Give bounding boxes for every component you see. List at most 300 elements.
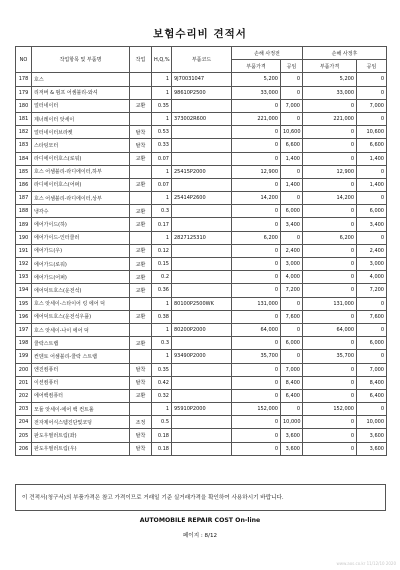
cell-after-part-price: 12,900	[303, 165, 357, 178]
cell-no: 180	[16, 99, 32, 112]
table-row	[16, 126, 387, 139]
table-row	[16, 310, 387, 323]
cell-before-labor: 0	[281, 403, 303, 416]
cell-ratio: 0.35	[152, 363, 172, 376]
cell-after-part-price: 0	[303, 416, 357, 429]
cell-after-part-price: 221,000	[303, 112, 357, 125]
cell-after-labor: 0	[357, 165, 387, 178]
cell-item: 모듈 앗세이-에어 백 컨트롤	[32, 403, 130, 416]
cell-ratio: 1	[152, 403, 172, 416]
cell-after-part-price: 0	[303, 258, 357, 271]
cell-after-part-price: 131,000	[303, 297, 357, 310]
cell-no: 198	[16, 337, 32, 350]
cell-before-part-price: 0	[232, 376, 281, 389]
cell-ratio: 0.53	[152, 126, 172, 139]
cell-no: 203	[16, 403, 32, 416]
cell-after-labor: 6,000	[357, 337, 387, 350]
cell-after-part-price: 35,700	[303, 350, 357, 363]
cell-after-labor: 7,000	[357, 363, 387, 376]
table-row	[16, 389, 387, 402]
cell-ratio: 1	[152, 73, 172, 86]
table-row	[16, 403, 387, 416]
cell-work	[130, 165, 152, 178]
cell-after-part-price: 33,000	[303, 86, 357, 99]
cell-work	[130, 403, 152, 416]
cell-part-code: 373002R600	[172, 112, 232, 125]
cell-part-code: 9J70031047	[172, 73, 232, 86]
cell-after-part-price: 0	[303, 126, 357, 139]
cell-before-part-price: 33,000	[232, 86, 281, 99]
cell-work	[130, 86, 152, 99]
header-before: 손해 사정전	[232, 47, 303, 60]
cell-before-part-price: 6,200	[232, 231, 281, 244]
cell-after-part-price: 0	[303, 363, 357, 376]
cell-work: 교환	[130, 152, 152, 165]
cell-before-part-price: 131,000	[232, 297, 281, 310]
cell-before-part-price: 64,000	[232, 323, 281, 336]
cell-part-code	[172, 99, 232, 112]
header-before-part-price: 부품가격	[232, 60, 281, 73]
cell-part-code: 25415P2000	[172, 165, 232, 178]
cell-before-labor: 0	[281, 297, 303, 310]
cell-before-labor: 4,000	[281, 271, 303, 284]
cell-before-labor: 3,400	[281, 218, 303, 231]
cell-after-labor: 3,600	[357, 429, 387, 442]
table-row	[16, 429, 387, 442]
cell-no: 204	[16, 416, 32, 429]
cell-ratio: 0.07	[152, 178, 172, 191]
cell-ratio: 1	[152, 112, 172, 125]
cell-after-labor: 0	[357, 297, 387, 310]
cell-no: 191	[16, 244, 32, 257]
cell-part-code	[172, 442, 232, 455]
cell-ratio: 1	[152, 165, 172, 178]
cell-no: 201	[16, 376, 32, 389]
cell-work: 탈착	[130, 376, 152, 389]
cell-part-code	[172, 218, 232, 231]
cell-item: 판도우필러트림(좌)	[32, 429, 130, 442]
cell-after-part-price: 14,200	[303, 192, 357, 205]
cell-after-labor: 8,400	[357, 376, 387, 389]
cell-before-labor: 7,600	[281, 310, 303, 323]
cell-item: 호스 앗세이-스타이어 링 에어 덕	[32, 297, 130, 310]
cell-item: 판도우필러트림(우)	[32, 442, 130, 455]
cell-before-part-price: 0	[232, 429, 281, 442]
cell-after-labor: 6,600	[357, 139, 387, 152]
cell-before-labor: 0	[281, 231, 303, 244]
cell-before-labor: 0	[281, 73, 303, 86]
cell-work	[130, 350, 152, 363]
cell-no: 184	[16, 152, 32, 165]
cell-before-part-price: 0	[232, 258, 281, 271]
cell-after-part-price: 5,200	[303, 73, 357, 86]
cell-after-part-price: 0	[303, 205, 357, 218]
table-header-row	[16, 47, 387, 60]
cell-item: 라디에이터호스(로워)	[32, 152, 130, 165]
cell-part-code	[172, 152, 232, 165]
cell-no: 197	[16, 323, 32, 336]
cell-work: 교환	[130, 178, 152, 191]
cell-ratio: 1	[152, 86, 172, 99]
cell-item: 제너레이터 앗세이	[32, 112, 130, 125]
table-row	[16, 323, 387, 336]
cell-before-labor: 6,600	[281, 139, 303, 152]
cell-work	[130, 112, 152, 125]
cell-after-labor: 7,000	[357, 99, 387, 112]
cell-before-labor: 0	[281, 350, 303, 363]
table-row	[16, 86, 387, 99]
cell-work: 교환	[130, 271, 152, 284]
cell-part-code	[172, 205, 232, 218]
header-ratio: H,Q,%	[152, 47, 172, 73]
cell-after-part-price: 0	[303, 99, 357, 112]
cell-before-part-price: 0	[232, 244, 281, 257]
cell-item: 얼터네이터브라켓	[32, 126, 130, 139]
table-row	[16, 244, 387, 257]
cell-no: 206	[16, 442, 32, 455]
disclaimer-note: 이 견적서(청구서)의 부품가격은 참고 가격이므로 거래일 기준 실거래가격을 확인하여 사용하시기 바랍니다.	[15, 484, 386, 511]
cell-before-part-price: 0	[232, 139, 281, 152]
cell-part-code	[172, 429, 232, 442]
cell-ratio: 1	[152, 231, 172, 244]
cell-ratio: 0.15	[152, 258, 172, 271]
cell-after-part-price: 0	[303, 337, 357, 350]
cell-before-labor: 8,400	[281, 376, 303, 389]
cell-part-code	[172, 271, 232, 284]
cell-before-part-price: 221,000	[232, 112, 281, 125]
cell-ratio: 0.18	[152, 442, 172, 455]
cell-before-labor: 7,200	[281, 284, 303, 297]
cell-part-code	[172, 363, 232, 376]
cell-after-part-price: 0	[303, 152, 357, 165]
cell-before-labor: 6,000	[281, 337, 303, 350]
cell-item: 컨덴토 어셈블리-쿨락 스트랩	[32, 350, 130, 363]
cell-before-part-price: 0	[232, 416, 281, 429]
cell-after-labor: 0	[357, 231, 387, 244]
cell-before-part-price: 0	[232, 218, 281, 231]
cell-after-labor: 7,600	[357, 310, 387, 323]
cell-after-part-price: 0	[303, 389, 357, 402]
page-number: 페이지 : 8/12	[182, 533, 218, 539]
cell-before-labor: 1,400	[281, 178, 303, 191]
table-row	[16, 442, 387, 455]
cell-part-code	[172, 178, 232, 191]
cell-work: 교환	[130, 389, 152, 402]
table-row	[16, 376, 387, 389]
table-row	[16, 284, 387, 297]
cell-part-code: 98610P2500	[172, 86, 232, 99]
cell-no: 196	[16, 310, 32, 323]
cell-no: 200	[16, 363, 32, 376]
cell-ratio: 0.3	[152, 337, 172, 350]
cell-item: 스타팅모터	[32, 139, 130, 152]
cell-work	[130, 297, 152, 310]
cell-no: 199	[16, 350, 32, 363]
cell-before-labor: 7,000	[281, 363, 303, 376]
cell-after-labor: 3,000	[357, 258, 387, 271]
table-row	[16, 152, 387, 165]
table-row	[16, 205, 387, 218]
cell-ratio: 0.07	[152, 152, 172, 165]
cell-work: 교환	[130, 244, 152, 257]
cell-before-labor: 10,000	[281, 416, 303, 429]
header-after-part-price: 부품가격	[303, 60, 357, 73]
cell-part-code	[172, 310, 232, 323]
cell-before-part-price: 0	[232, 271, 281, 284]
cell-ratio: 1	[152, 350, 172, 363]
cell-after-labor: 3,400	[357, 218, 387, 231]
cell-after-part-price: 64,000	[303, 323, 357, 336]
cell-ratio: 0.3	[152, 205, 172, 218]
cell-ratio: 0.36	[152, 284, 172, 297]
cell-before-part-price: 0	[232, 389, 281, 402]
cell-no: 188	[16, 205, 32, 218]
cell-work: 탈착	[130, 126, 152, 139]
cell-item: 에어가드(우)	[32, 244, 130, 257]
cell-before-labor: 2,400	[281, 244, 303, 257]
cell-part-code	[172, 416, 232, 429]
cell-work: 탈착	[130, 139, 152, 152]
table-row	[16, 297, 387, 310]
cell-after-part-price: 0	[303, 178, 357, 191]
header-part-code: 부품코드	[172, 47, 232, 73]
cell-after-labor: 10,000	[357, 416, 387, 429]
cell-no: 202	[16, 389, 32, 402]
cell-work: 교환	[130, 205, 152, 218]
cell-after-part-price: 152,000	[303, 403, 357, 416]
cell-after-labor: 0	[357, 192, 387, 205]
table-row	[16, 73, 387, 86]
cell-ratio: 0.33	[152, 139, 172, 152]
cell-part-code: 95910P2000	[172, 403, 232, 416]
table-row	[16, 139, 387, 152]
cell-after-labor: 1,400	[357, 178, 387, 191]
cell-before-part-price: 5,200	[232, 73, 281, 86]
cell-no: 189	[16, 218, 32, 231]
cell-no: 192	[16, 258, 32, 271]
cell-after-part-price: 0	[303, 310, 357, 323]
table-row	[16, 416, 387, 429]
cell-item: 호스 어셈블리-라디에이터,상부	[32, 192, 130, 205]
cell-item: 호스 앗세이-나이 에어 덕	[32, 323, 130, 336]
footer-title: AUTOMOBILE REPAIR COST On-line	[139, 517, 261, 524]
cell-no: 194	[16, 284, 32, 297]
cell-ratio: 0.12	[152, 244, 172, 257]
cell-no: 183	[16, 139, 32, 152]
cell-item: 에어백컴퓨터	[32, 389, 130, 402]
cell-work	[130, 192, 152, 205]
cell-after-part-price: 0	[303, 376, 357, 389]
cell-ratio: 0.42	[152, 376, 172, 389]
cell-work: 탈착	[130, 429, 152, 442]
cell-before-part-price: 0	[232, 442, 281, 455]
cell-after-part-price: 0	[303, 442, 357, 455]
cell-part-code: 80100P2500WK	[172, 297, 232, 310]
cell-after-labor: 6,400	[357, 389, 387, 402]
cell-no: 193	[16, 271, 32, 284]
cell-ratio: 0.18	[152, 429, 172, 442]
cell-work	[130, 73, 152, 86]
cell-before-part-price: 0	[232, 99, 281, 112]
cell-before-labor: 3,600	[281, 429, 303, 442]
cell-after-part-price: 0	[303, 284, 357, 297]
cell-part-code	[172, 337, 232, 350]
table-row	[16, 218, 387, 231]
cell-after-part-price: 0	[303, 244, 357, 257]
cell-item: 냉각수	[32, 205, 130, 218]
cell-no: 179	[16, 86, 32, 99]
cell-part-code	[172, 376, 232, 389]
header-no: NO	[16, 47, 32, 73]
cell-after-labor: 10,600	[357, 126, 387, 139]
cell-work: 교환	[130, 218, 152, 231]
cell-item: 엔진컴퓨터	[32, 363, 130, 376]
cell-item: 에어덕트호스(운전석)	[32, 284, 130, 297]
cell-before-labor: 0	[281, 112, 303, 125]
cell-before-labor: 0	[281, 86, 303, 99]
cell-after-labor: 3,600	[357, 442, 387, 455]
cell-before-part-price: 0	[232, 152, 281, 165]
cell-after-part-price: 0	[303, 218, 357, 231]
cell-before-part-price: 0	[232, 310, 281, 323]
header-item: 작업항목 및 부품명	[32, 47, 130, 73]
cell-after-labor: 1,400	[357, 152, 387, 165]
cell-no: 182	[16, 126, 32, 139]
cell-before-labor: 7,000	[281, 99, 303, 112]
cell-item: 에어가드(로워)	[32, 258, 130, 271]
cell-work: 조정	[130, 416, 152, 429]
cell-after-labor: 0	[357, 350, 387, 363]
cell-ratio: 0.38	[152, 310, 172, 323]
table-row	[16, 258, 387, 271]
cell-part-code: 93490P2000	[172, 350, 232, 363]
cell-before-part-price: 14,200	[232, 192, 281, 205]
cell-ratio: 0.32	[152, 389, 172, 402]
header-work: 작업	[130, 47, 152, 73]
cell-after-labor: 6,000	[357, 205, 387, 218]
cell-work: 교환	[130, 258, 152, 271]
cell-ratio: 0.2	[152, 271, 172, 284]
cell-work: 교환	[130, 337, 152, 350]
cell-part-code	[172, 258, 232, 271]
table-row	[16, 271, 387, 284]
table-row	[16, 99, 387, 112]
watermark: www.aos.co.kr 11/12/10 2020	[336, 561, 396, 566]
cell-item: 호스	[32, 73, 130, 86]
cell-item: 이션컴퓨터	[32, 376, 130, 389]
cell-before-labor: 1,400	[281, 152, 303, 165]
cell-part-code: 2827125310	[172, 231, 232, 244]
table-row	[16, 192, 387, 205]
cell-item: 에어덕트호스(운전석우플)	[32, 310, 130, 323]
cell-after-labor: 0	[357, 86, 387, 99]
cell-before-labor: 0	[281, 192, 303, 205]
cell-part-code	[172, 244, 232, 257]
cell-item: 에어가드(어퍼)	[32, 271, 130, 284]
table-row	[16, 165, 387, 178]
cell-item: 에어가이드(하)	[32, 218, 130, 231]
cell-no: 186	[16, 178, 32, 191]
cell-item: 리저버 & 펌프 어셈블리-와셔	[32, 86, 130, 99]
cell-before-part-price: 12,900	[232, 165, 281, 178]
cell-item: 전자제어식스템진단및코딩	[32, 416, 130, 429]
cell-after-part-price: 0	[303, 139, 357, 152]
cell-before-labor: 3,000	[281, 258, 303, 271]
cell-work: 탈착	[130, 363, 152, 376]
table-row	[16, 178, 387, 191]
cell-no: 181	[16, 112, 32, 125]
cell-part-code: 25414P2600	[172, 192, 232, 205]
cell-before-labor: 6,400	[281, 389, 303, 402]
cell-part-code	[172, 389, 232, 402]
cell-before-labor: 6,000	[281, 205, 303, 218]
cell-item: 호스 어셈블리-라디에이터,하부	[32, 165, 130, 178]
table-row	[16, 363, 387, 376]
cell-no: 190	[16, 231, 32, 244]
cell-work: 교환	[130, 99, 152, 112]
cell-after-labor: 4,000	[357, 271, 387, 284]
cell-part-code	[172, 284, 232, 297]
cell-before-part-price: 152,000	[232, 403, 281, 416]
cell-work	[130, 231, 152, 244]
cell-no: 195	[16, 297, 32, 310]
header-after-labor: 공임	[357, 60, 387, 73]
cell-after-labor: 0	[357, 112, 387, 125]
cell-item: 에어가이드-인터쿨러	[32, 231, 130, 244]
cell-work	[130, 323, 152, 336]
cell-item: 얼터네이터	[32, 99, 130, 112]
cell-ratio: 1	[152, 323, 172, 336]
cell-part-code	[172, 126, 232, 139]
cell-before-labor: 3,600	[281, 442, 303, 455]
cell-after-part-price: 0	[303, 271, 357, 284]
cell-work: 교환	[130, 284, 152, 297]
cell-ratio: 1	[152, 192, 172, 205]
cell-item: 라디에이터호스(어퍼)	[32, 178, 130, 191]
table-body	[16, 73, 387, 455]
cell-before-part-price: 0	[232, 178, 281, 191]
cell-before-part-price: 0	[232, 363, 281, 376]
cell-before-part-price: 0	[232, 337, 281, 350]
cell-before-part-price: 0	[232, 126, 281, 139]
table-row	[16, 112, 387, 125]
cell-ratio: 1	[152, 297, 172, 310]
cell-item: 쿨락스트랩	[32, 337, 130, 350]
cell-after-part-price: 0	[303, 429, 357, 442]
estimate-table	[15, 46, 387, 456]
table-row	[16, 231, 387, 244]
cell-ratio: 0.35	[152, 99, 172, 112]
table-row	[16, 350, 387, 363]
cell-after-labor: 0	[357, 403, 387, 416]
header-after: 손해 사정후	[303, 47, 387, 60]
cell-no: 178	[16, 73, 32, 86]
cell-before-labor: 0	[281, 323, 303, 336]
cell-before-part-price: 35,700	[232, 350, 281, 363]
document-title: 보험수리비 견적서	[153, 28, 247, 40]
cell-after-part-price: 6,200	[303, 231, 357, 244]
cell-before-labor: 0	[281, 165, 303, 178]
cell-after-labor: 0	[357, 323, 387, 336]
cell-before-part-price: 0	[232, 284, 281, 297]
cell-part-code: 80200P2000	[172, 323, 232, 336]
cell-before-labor: 10,600	[281, 126, 303, 139]
header-before-labor: 공임	[281, 60, 303, 73]
cell-ratio: 0.17	[152, 218, 172, 231]
cell-no: 185	[16, 165, 32, 178]
cell-no: 187	[16, 192, 32, 205]
cell-ratio: 0.5	[152, 416, 172, 429]
